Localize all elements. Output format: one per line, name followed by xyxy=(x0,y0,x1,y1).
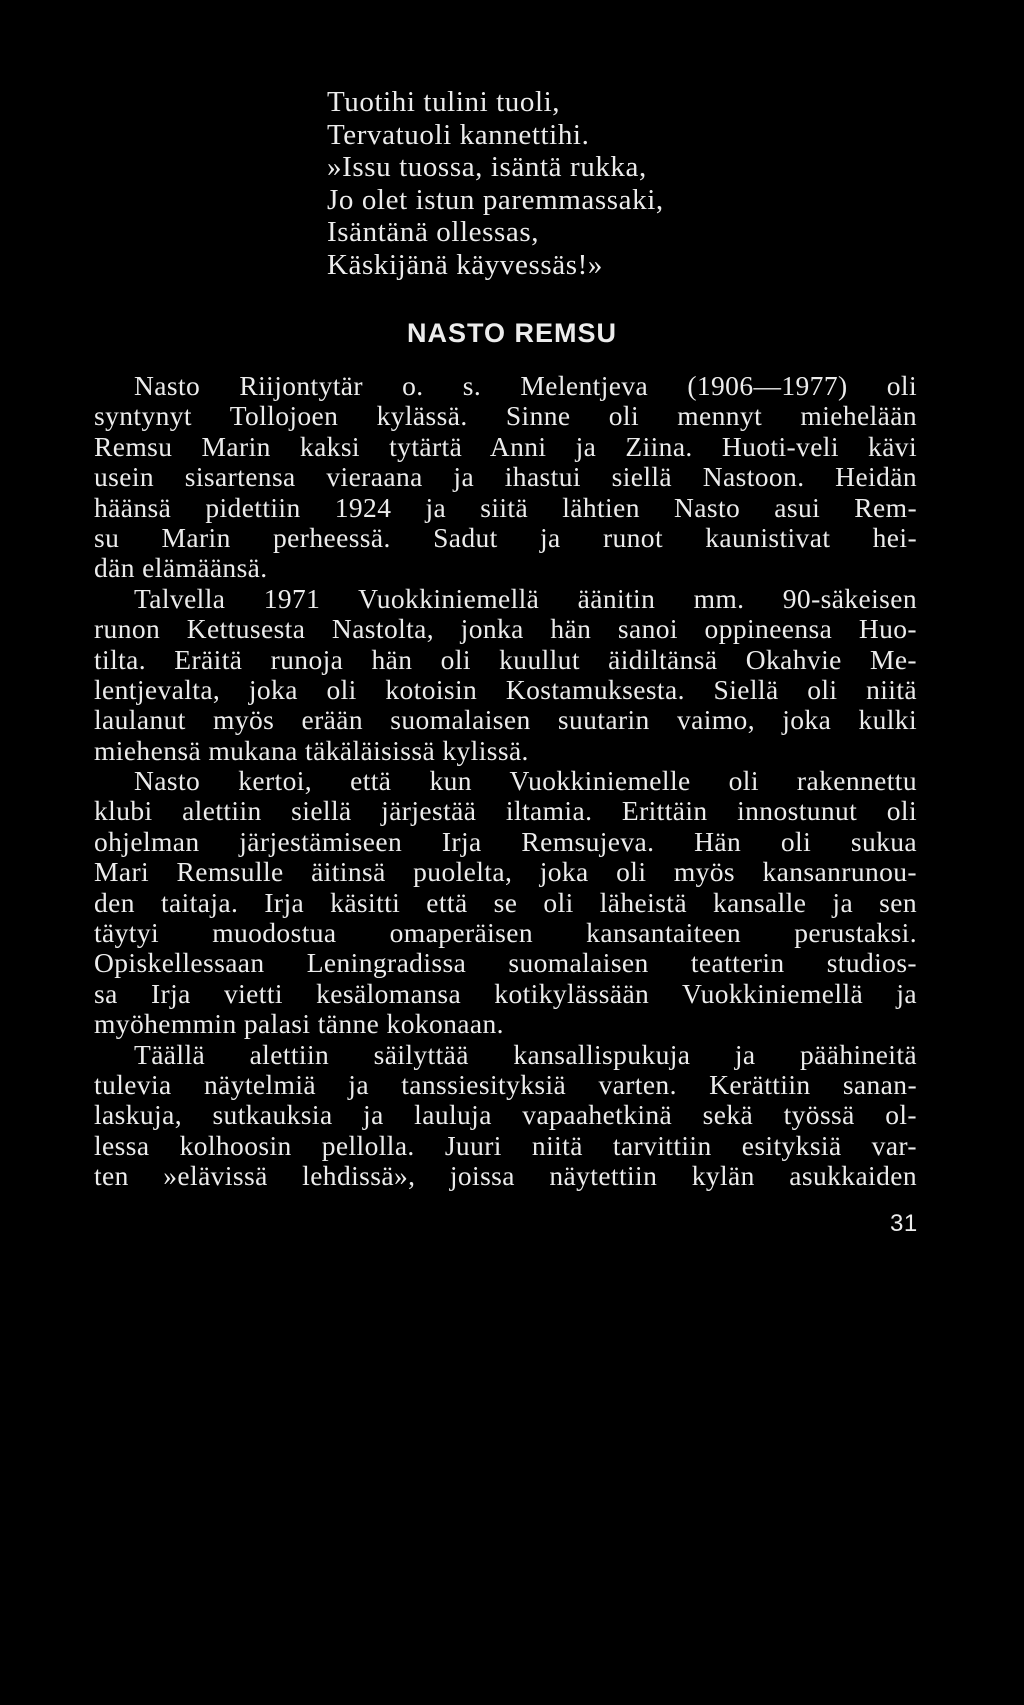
body-line: Täällä alettiin säilyttää kansallispukuja ja päähineitä xyxy=(134,1039,917,1070)
poem-stanza xyxy=(327,86,887,281)
body-line: sa Irja vietti kesälomansa kotikylässään Vuokkiniemellä ja xyxy=(94,978,917,1009)
poem-line: Tuotihi tulini tuoli, xyxy=(327,86,561,118)
body-line: lessa kolhoosin pellolla. Juuri niitä tarvittiin esityksiä var- xyxy=(94,1130,917,1161)
poem-line: »Issu tuossa, isäntä rukka, xyxy=(327,151,647,183)
poem-line: Jo olet istun paremmassaki, xyxy=(327,183,664,216)
body-line: den taitaja. Irja käsitti että se oli läheistä kansalle ja sen xyxy=(94,887,917,918)
body-line: ten »elävissä lehdissä», joissa näytettiin kylän asukkaiden xyxy=(94,1161,917,1192)
body-line: Talvella 1971 Vuokkiniemellä äänitin mm. 90-säkeisen xyxy=(134,583,917,614)
page-number: 31 xyxy=(890,1210,918,1237)
body-line: laulanut myös erään suomalaisen suutarin vaimo, joka kulki xyxy=(94,705,917,736)
body-line: su Marin perheessä. Sadut ja runot kaunistivat hei- xyxy=(94,522,917,553)
body-line: klubi alettiin siellä järjestää iltamia. Erittäin innostunut oli xyxy=(94,796,917,827)
body-line: ohjelman järjestämiseen Irja Remsujeva. Hän oli sukua xyxy=(94,826,917,857)
body-line: Nasto kertoi, että kun Vuokkiniemelle oli rakennettu xyxy=(134,766,917,797)
poem-line: Isäntänä ollessas, xyxy=(327,216,540,248)
body-line: tilta. Eräitä runoja hän oli kuullut äidiltänsä Okahvie Me- xyxy=(94,644,917,675)
body-line: syntynyt Tollojoen kylässä. Sinne oli mennyt miehelään xyxy=(94,401,917,432)
body-line: myöhemmin palasi tänne kokonaan. xyxy=(94,1009,504,1040)
body-line: usein sisartensa vieraana ja ihastui siellä Nastoon. Heidän xyxy=(94,462,917,493)
body-line: Mari Remsulle äitinsä puolelta, joka oli myös kansanrunou- xyxy=(94,857,917,888)
body-line: häänsä pidettiin 1924 ja siitä lähtien Nasto asui Rem- xyxy=(94,492,917,523)
body-line: Nasto Riijontytär o. s. Melentjeva (1906—1977) oli xyxy=(134,371,917,401)
body-line: Opiskellessaan Leningradissa suomalaisen teatterin studios- xyxy=(94,948,917,979)
section-title: NASTO REMSU xyxy=(406,318,618,348)
poem-line: Käskijänä käyvessäs!» xyxy=(327,248,603,281)
body-line: dän elämäänsä. xyxy=(94,553,268,584)
poem-line: Tervatuoli kannettihi. xyxy=(327,118,590,151)
body-line: täytyi muodostua omaperäisen kansantaiteen perustaksi. xyxy=(94,918,917,949)
body-line: lentjevalta, joka oli kotoisin Kostamuksesta. Siellä oli niitä xyxy=(94,674,917,705)
body-line: runon Kettusesta Nastolta, jonka hän sanoi oppineensa Huo- xyxy=(94,614,917,645)
body-line: Remsu Marin kaksi tytärtä Anni ja Ziina. Huoti-veli kävi xyxy=(94,431,917,462)
body-line: laskuja, sutkauksia ja lauluja vapaahetkinä sekä työssä ol- xyxy=(94,1100,917,1131)
body-line: miehensä mukana täkäläisissä kylissä. xyxy=(94,735,529,766)
body-text xyxy=(94,371,917,1192)
body-line: tulevia näytelmiä ja tanssiesityksiä varten. Kerättiin sanan- xyxy=(94,1069,917,1100)
